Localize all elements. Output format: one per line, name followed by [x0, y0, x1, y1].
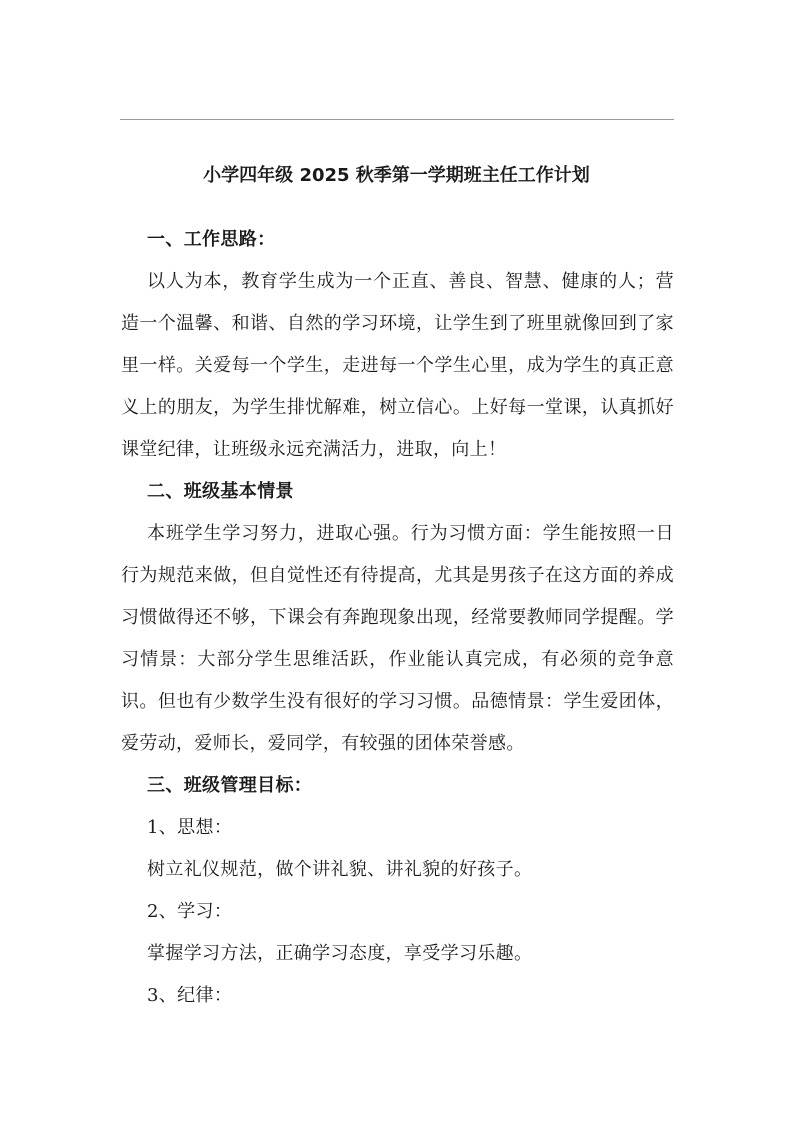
goal-label-discipline: 3、纪律：	[147, 985, 233, 1006]
document-body	[121, 219, 674, 1017]
goal-text-study: 掌握学习方法，正确学习态度，享受学习乐趣。	[147, 943, 533, 964]
goal-label-thought: 1、思想：	[147, 817, 233, 838]
section-heading-class-situation: 二、班级基本情景	[147, 481, 294, 502]
document-title: 小学四年级 2025 秋季第一学期班主任工作计划	[203, 165, 590, 186]
paragraph-class-situation: 本班学生学习努力，进取心强。行为习惯方面：学生能按照一日行为规范来做，但自觉性还有待提高，尤其是男孩子在这方面的养成习惯做得还不够，下课会有奔跑现象出现，经常要教师同学提醒。学习情景：大部分学生思维活跃，作业能认真完成，有必须的竞争意识。但也有少数学生没有很好的学习习惯。品德情景：学生爱团体，爱劳动，爱师长，爱同学，有较强的团体荣誉感。	[121, 523, 674, 754]
goal-label-study: 2、学习：	[147, 901, 233, 922]
goal-text-thought: 树立礼仪规范，做个讲礼貌、讲礼貌的好孩子。	[147, 859, 533, 880]
section-heading-work-ideas: 一、工作思路：	[147, 229, 276, 250]
header-rule	[120, 119, 674, 120]
paragraph-work-ideas: 以人为本，教育学生成为一个正直、善良、智慧、健康的人；营造一个温馨、和谐、自然的学习环境，让学生到了班里就像回到了家里一样。关爱每一个学生，走进每一个学生心里，成为学生的真正意义上的朋友，为学生排忧解难，树立信心。上好每一堂课，认真抓好课堂纪律，让班级永远充满活力，进取，向上！	[121, 271, 674, 460]
section-heading-management-goals: 三、班级管理目标：	[147, 775, 313, 796]
